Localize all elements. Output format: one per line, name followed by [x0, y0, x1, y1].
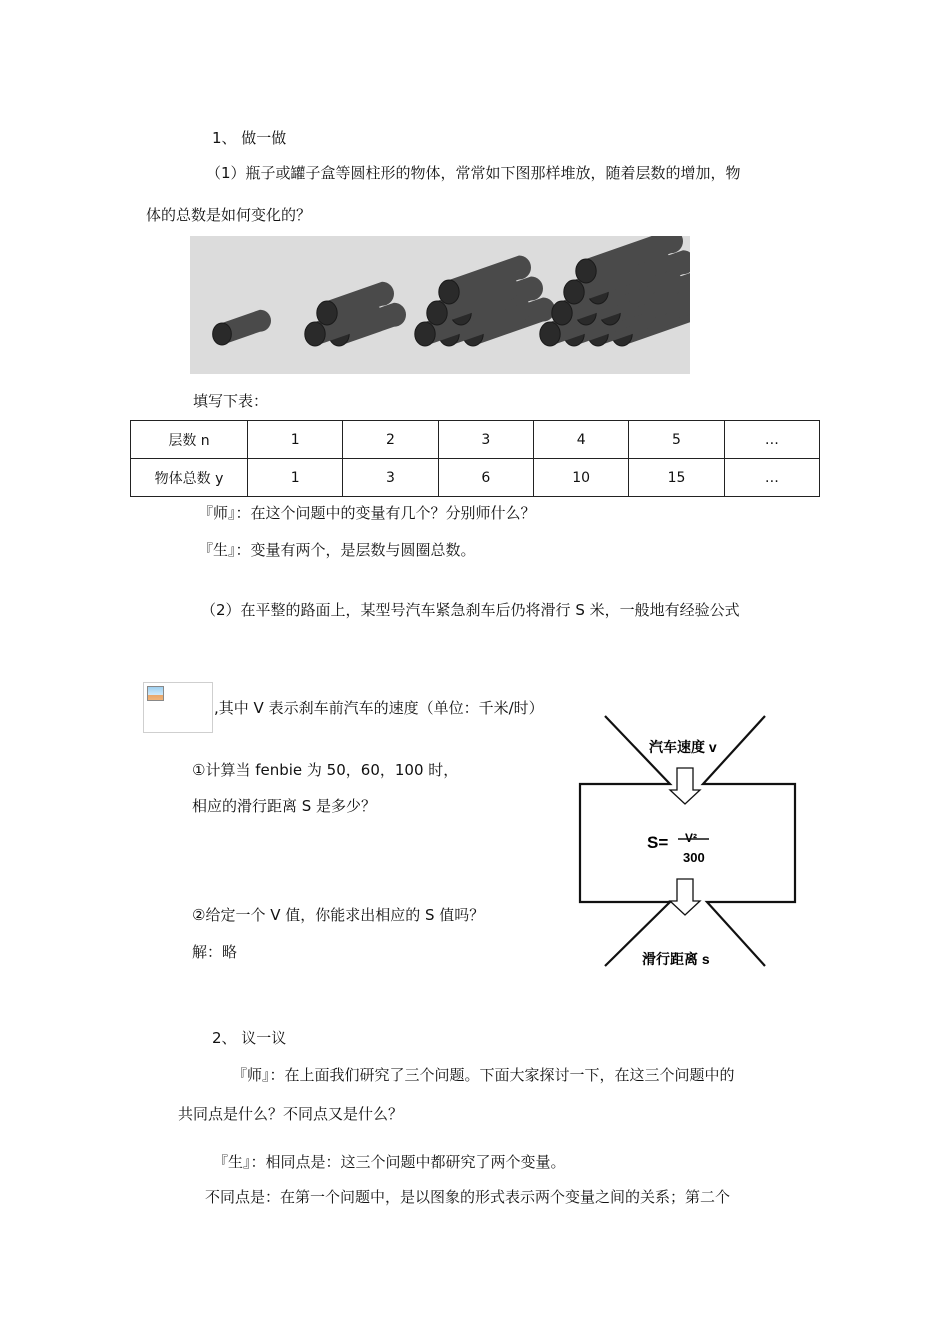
table-cell: 6 [438, 459, 533, 497]
student-answer: 『生』：变量有两个，是层数与圆圈总数。 [198, 541, 476, 559]
table-cell: 15 [629, 459, 724, 497]
question2-line1: （2）在平整的路面上，某型号汽车紧急刹车后仍将滑行 S 米，一般地有经验公式 [201, 601, 740, 619]
table-cell: 3 [343, 459, 438, 497]
arrow-down-icon [670, 879, 700, 915]
discussion-student-line: 『生』：相同点是：这三个问题中都研究了两个变量。 [213, 1153, 566, 1171]
question1-line1: （1）瓶子或罐子盒等圆柱形的物体，常常如下图那样堆放，随着层数的增加，物 [206, 164, 741, 182]
table-cell: 1 [248, 459, 343, 497]
stacked-cylinders-image [190, 236, 690, 374]
table-cell: 4 [533, 421, 628, 459]
formula-denominator: 300 [683, 850, 705, 865]
teacher-question: 『师』：在这个问题中的变量有几个？分别师什么？ [198, 504, 536, 522]
distance-label: 滑行距离 s [642, 951, 710, 967]
table-row [131, 421, 820, 459]
formula-lhs: S= [647, 833, 669, 852]
speed-label: 汽车速度 v [649, 739, 717, 755]
table-cell: … [724, 459, 819, 497]
solution-text: 解：略 [192, 943, 238, 961]
subquestion1-line1: ①计算当 fenbie 为 50，60，100 时， [192, 761, 459, 779]
question1-line2: 体的总数是如何变化的？ [146, 206, 312, 224]
table-cell: 3 [438, 421, 533, 459]
formula-numerator: V² [685, 831, 697, 845]
difference-line: 不同点是：在第一个问题中，是以图象的形式表示两个变量之间的关系；第二个 [205, 1188, 731, 1206]
section2-heading: 2、 议一议 [212, 1029, 287, 1047]
subquestion2: ②给定一个 V 值，你能求出相应的 S 值吗？ [192, 906, 485, 924]
speed-distance-diagram [575, 712, 800, 970]
table-header-cell: 层数 n [131, 421, 248, 459]
broken-image-icon [147, 686, 164, 701]
table-header-cell: 物体总数 y [131, 459, 248, 497]
discussion-teacher-line2: 共同点是什么？不同点又是什么？ [178, 1105, 404, 1123]
fill-table-label: 填写下表： [193, 392, 269, 410]
table-cell: 1 [248, 421, 343, 459]
formula-image-placeholder [143, 682, 213, 733]
subquestion1-line2: 相应的滑行距离 S 是多少？ [192, 797, 377, 815]
table-cell: 5 [629, 421, 724, 459]
discussion-teacher-line1: 『师』：在上面我们研究了三个问题。下面大家探讨一下，在这三个问题中的 [232, 1066, 735, 1084]
table-row [131, 459, 820, 497]
table-cell: 10 [533, 459, 628, 497]
arrow-down-icon [670, 768, 700, 804]
layers-table [130, 420, 820, 497]
table-cell: … [724, 421, 819, 459]
table-cell: 2 [343, 421, 438, 459]
question2-line2: ,其中 V 表示刹车前汽车的速度（单位：千米/时） [214, 699, 544, 717]
section1-heading: 1、 做一做 [212, 129, 287, 147]
